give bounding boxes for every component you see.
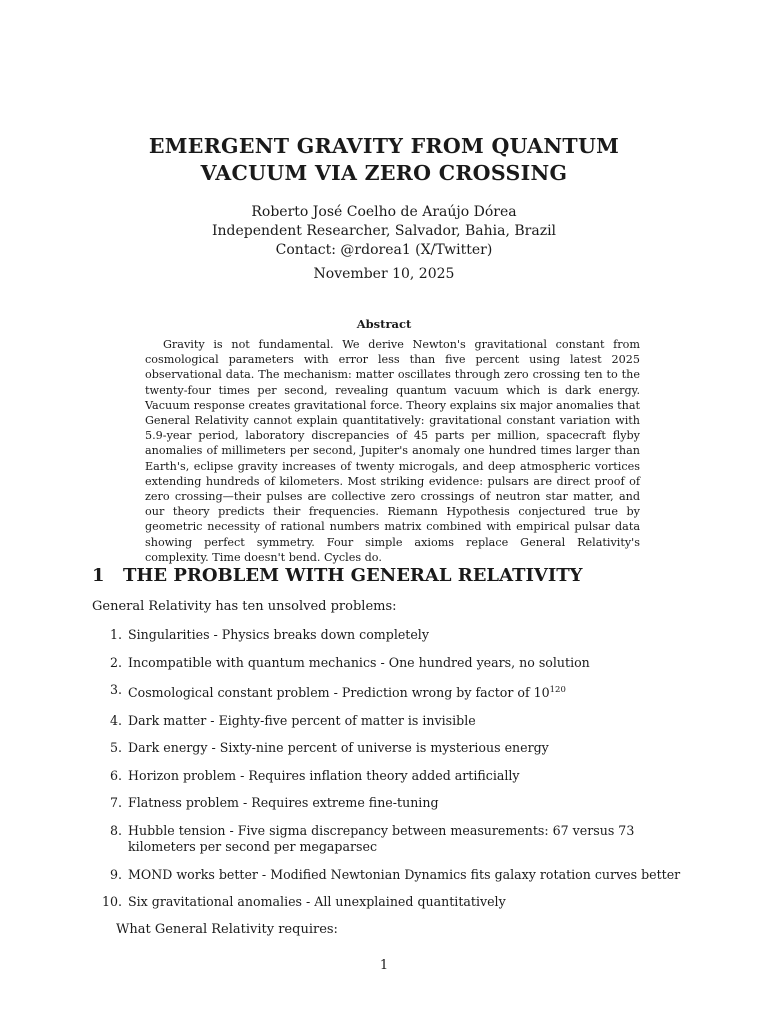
- list-item-number: 3.: [109, 682, 122, 697]
- author-name: Roberto José Coelho de Araújo Dórea: [251, 204, 517, 220]
- requires-paragraph: What General Relativity requires:: [116, 922, 338, 937]
- list-item: [92, 867, 682, 884]
- list-item-number: 5.: [109, 740, 122, 756]
- list-item-text: Singularities - Physics breaks down completely: [128, 627, 429, 642]
- list-item: [92, 823, 682, 856]
- section-heading: [92, 565, 583, 586]
- abstract-text: Gravity is not fundamental. We derive Newton's gravitational constant from cosmological parameters with error less than five percent using latest 2025 observational data. The mechanism: matter oscillates through zero crossing ten to the twenty-four times per second, revealing quantum vacuum which is dark energy. Vacuum response creates gravitational force. Theory explains six major anomalies that General Relativity cannot explain quantitatively: gravitational constant variation with 5.9-year period, laboratory discrepancies of 45 parts per million, spacecraft flyby anomalies of millimeters per second, Jupiter's anomaly one hundred times larger than Earth's, eclipse gravity increases of twenty microgals, and deep atmospheric vortices extending hundreds of kilometers. Most striking evidence: pulsars are direct proof of zero crossing—their pulses are collective zero crossings of neutron star matter, and our theory predicts their frequencies. Riemann Hypothesis conjectured true by geometric necessity of rational numbers matrix combined with empirical pulsar data showing perfect symmetry. Four simple axioms replace General Relativity's complexity. Time doesn't bend. Cycles do.: [145, 338, 640, 564]
- list-item-text: Six gravitational anomalies - All unexplained quantitatively: [128, 894, 506, 910]
- list-item: [92, 768, 682, 785]
- list-item-number: 10.: [101, 894, 122, 910]
- list-item: [92, 655, 682, 672]
- list-item-number: 8.: [109, 822, 122, 838]
- list-item-text: MOND works better - Modified Newtonian Dynamics fits galaxy rotation curves better: [128, 866, 681, 882]
- title-line-1: EMERGENT GRAVITY FROM QUANTUM: [148, 134, 620, 158]
- list-item-number: 4.: [109, 712, 122, 728]
- page-number: 1: [379, 958, 389, 973]
- list-item-text: Incompatible with quantum mechanics - One hundred years, no solution: [128, 654, 590, 670]
- list-item-number: 2.: [109, 654, 122, 670]
- list-item-text: Flatness problem - Requires extreme fine-tuning: [128, 795, 439, 811]
- exponent: 120: [549, 685, 566, 695]
- list-item-number: 9.: [109, 866, 122, 882]
- section-number: 1: [92, 565, 105, 586]
- list-item: [92, 740, 682, 757]
- list-item: [92, 894, 682, 911]
- author-affiliation: Independent Researcher, Salvador, Bahia, Brazil: [211, 223, 557, 239]
- abstract-heading: Abstract: [356, 317, 412, 331]
- list-item-text: Horizon problem - Requires inflation theory added artificially: [128, 767, 520, 783]
- list-item-text: Dark energy - Sixty-nine percent of universe is mysterious energy: [128, 740, 549, 756]
- list-item-text: Dark matter - Eighty-five percent of matter is invisible: [128, 712, 476, 728]
- title-line-2: VACUUM VIA ZERO CROSSING: [200, 161, 568, 185]
- list-item: [92, 682, 682, 702]
- author-block: [0, 203, 768, 260]
- section-title: THE PROBLEM WITH GENERAL RELATIVITY: [123, 565, 583, 586]
- list-item: [92, 795, 682, 812]
- list-item-number: 6.: [109, 767, 122, 783]
- problem-list: [92, 627, 682, 922]
- list-item-number: 7.: [109, 795, 122, 811]
- list-item-text: Cosmological constant problem - Prediction wrong by factor of 10: [128, 685, 550, 701]
- list-item: [92, 713, 682, 730]
- paper-title: [0, 133, 768, 187]
- list-item-text: Hubble tension - Five sigma discrepancy between measurements: 67 versus 73 kilometers per second per megaparsec: [128, 822, 635, 855]
- section-intro: General Relativity has ten unsolved problems:: [92, 599, 397, 614]
- list-item-number: 1.: [109, 627, 122, 642]
- author-contact: Contact: @rdorea1 (X/Twitter): [275, 242, 493, 258]
- paper-date: November 10, 2025: [313, 266, 455, 282]
- list-item: [92, 627, 682, 644]
